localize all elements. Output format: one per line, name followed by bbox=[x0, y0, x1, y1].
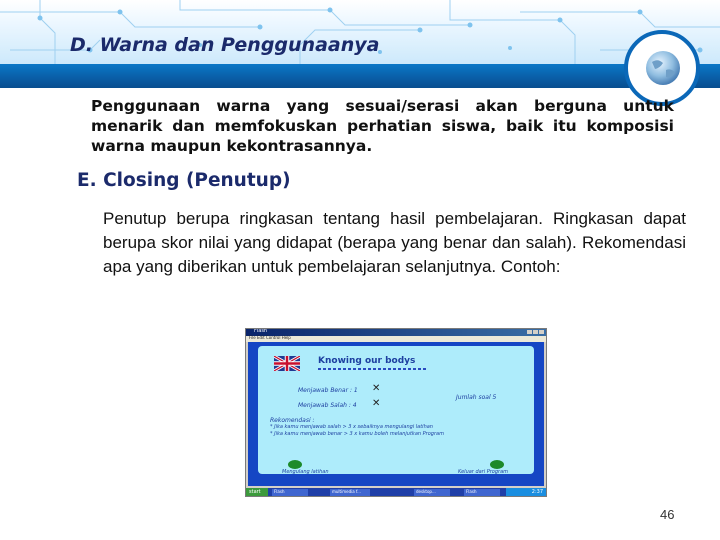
taskbar-item-label: Flash bbox=[274, 489, 285, 494]
taskbar-item[interactable] bbox=[464, 489, 500, 496]
page-number: 46 bbox=[660, 507, 675, 522]
globe-icon bbox=[624, 30, 700, 106]
keluar-arrow-icon[interactable] bbox=[490, 460, 504, 469]
system-tray bbox=[506, 488, 546, 497]
window-controls bbox=[527, 330, 544, 334]
uk-flag-icon bbox=[274, 356, 300, 371]
keluar-button-label[interactable]: Keluar dari Program bbox=[458, 469, 509, 475]
heading-underline bbox=[318, 368, 426, 370]
taskbar-item-label: desktop... bbox=[416, 489, 436, 494]
header-banner bbox=[0, 0, 720, 64]
salah-count: Menjawab Salah : 4 bbox=[298, 402, 357, 409]
header-bar bbox=[0, 64, 720, 88]
taskbar-item[interactable] bbox=[414, 489, 450, 496]
app-heading: Knowing our bodys bbox=[318, 356, 416, 366]
ulang-arrow-icon[interactable] bbox=[288, 460, 302, 469]
rekomendasi-line-2: * Jika kamu menjawab benar > 3 x kamu boleh melanjutkan Program bbox=[270, 431, 444, 437]
paragraph-warna: Penggunaan warna yang sesuai/serasi akan berguna untuk menarik dan memfokuskan perhatian siswa, baik itu komposisi warna maupun kekontrasannya. bbox=[91, 97, 674, 155]
window-title: Flash bbox=[254, 328, 268, 334]
rekomendasi-line-1: * Jika kamu menjawab salah > 3 x sebaiknya mengulangi latihan bbox=[270, 424, 433, 430]
example-screenshot bbox=[245, 328, 547, 497]
result-panel bbox=[258, 346, 534, 474]
taskbar-item-label: multimedia f... bbox=[332, 489, 361, 494]
flash-canvas bbox=[248, 342, 544, 486]
benar-count: Menjawab Benar : 1 bbox=[298, 387, 358, 394]
taskbar-item[interactable] bbox=[330, 489, 370, 496]
taskbar-item[interactable] bbox=[272, 489, 308, 496]
benar-x-mark: ✕ bbox=[372, 383, 381, 394]
start-button[interactable] bbox=[246, 488, 268, 497]
section-heading-closing: E. Closing (Penutup) bbox=[77, 170, 291, 191]
window-menu: File Edit Control Help bbox=[249, 335, 291, 340]
taskbar bbox=[246, 488, 546, 497]
salah-x-mark: ✕ bbox=[372, 398, 381, 409]
paragraph-penutup: Penutup berupa ringkasan tentang hasil pembelajaran. Ringkasan dapat berupa skor nilai yang didapat (berapa yang benar dan salah). Rekomendasi apa yang diberikan untuk pembelajaran selanjutnya. Contoh: bbox=[103, 209, 686, 276]
taskbar-item-label: Flash bbox=[466, 489, 477, 494]
start-label: start bbox=[249, 489, 261, 495]
window-titlebar bbox=[246, 329, 546, 336]
jumlah-soal: Jumlah soal 5 bbox=[456, 394, 497, 401]
clock: 2:37 bbox=[531, 489, 543, 495]
slide-title: D. Warna dan Penggunaanya bbox=[70, 34, 380, 56]
ulang-button-label[interactable]: Mengulang latihan bbox=[282, 469, 329, 475]
rekomendasi-title: Rekomendasi : bbox=[270, 417, 315, 424]
